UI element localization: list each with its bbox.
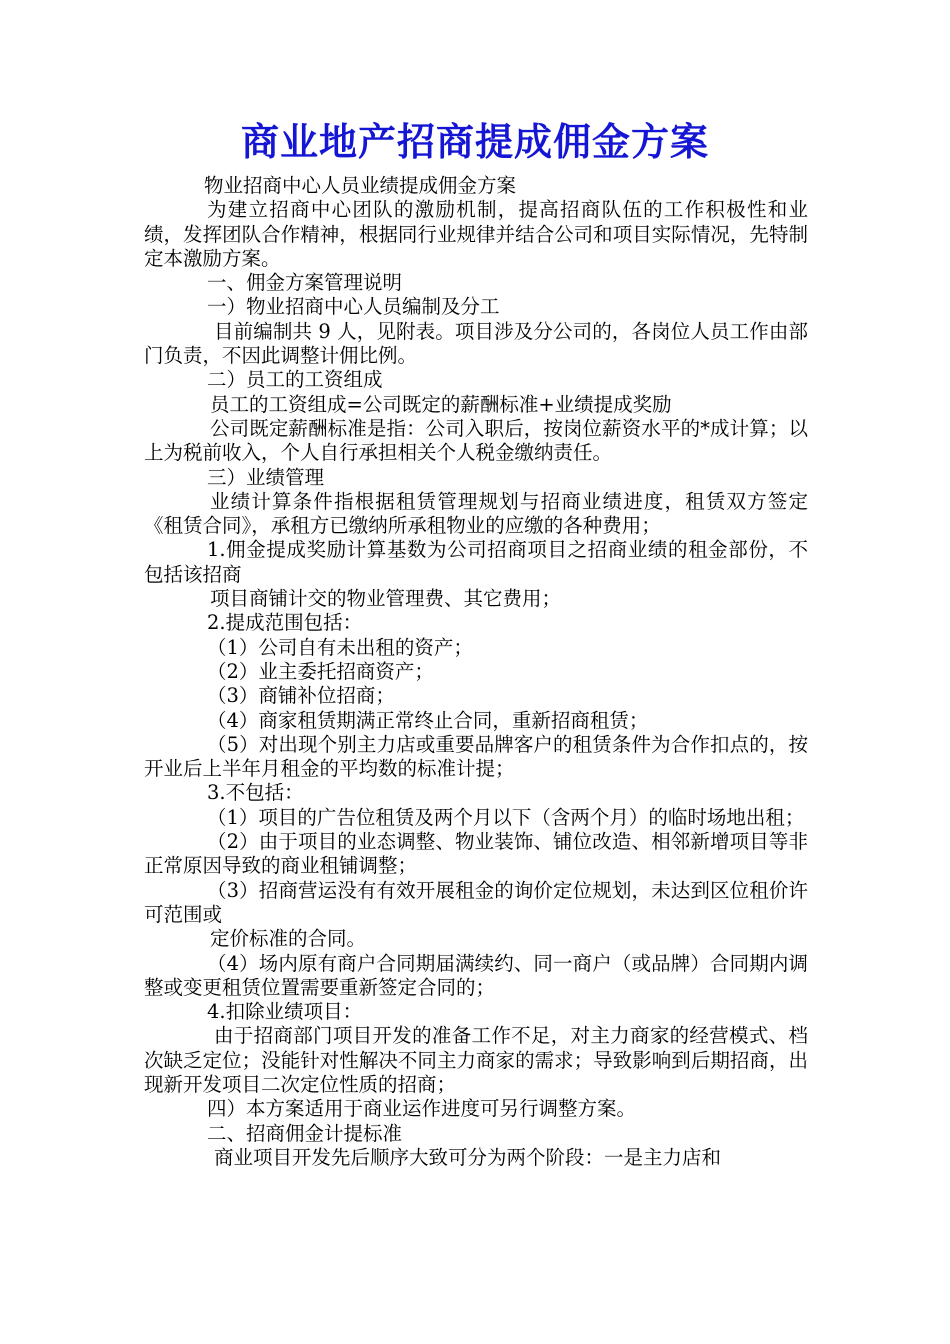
list-item: （4）商家租赁期满正常终止合同，重新招商租赁； bbox=[207, 708, 649, 732]
numbered-item: 4.扣除业绩项目： bbox=[207, 1000, 363, 1024]
body-paragraph: 业绩计算条件指根据租赁管理规划与招商业绩进度，租赁双方签定《租赁合同》，承租方已缴纳所承租物业的应缴的各种费用； bbox=[144, 489, 808, 538]
subsection-heading: 四）本方案适用于商业运作进度可另行调整方案。 bbox=[207, 1097, 637, 1121]
list-item: （1）公司自有未出租的资产； bbox=[207, 635, 473, 659]
document-title: 商业地产招商提成佣金方案 bbox=[240, 120, 709, 164]
subsection-heading: 二）员工的工资组成 bbox=[207, 368, 383, 392]
body-paragraph: 项目商铺计交的物业管理费、其它费用； bbox=[210, 587, 562, 611]
intro-paragraph: 为建立招商中心团队的激励机制，提高招商队伍的工作积极性和业绩，发挥团队合作精神，根据同行业规律并结合公司和项目实际情况，先特制定本激励方案。 bbox=[144, 198, 808, 270]
list-item: （3）招商营运没有有效开展租金的询价定位规划，未达到区位租价许可范围或 bbox=[144, 878, 808, 926]
numbered-item: 3.不包括： bbox=[207, 781, 304, 805]
body-paragraph: 目前编制共 9 人，见附表。项目涉及分公司的，各岗位人员工作由部门负责，不因此调整计佣比例。 bbox=[144, 319, 808, 368]
body-paragraph: 商业项目开发先后顺序大致可分为两个阶段：一是主力店和 bbox=[214, 1145, 722, 1169]
list-item: （3）商铺补位招商； bbox=[207, 684, 395, 708]
section-heading: 一、佣金方案管理说明 bbox=[207, 271, 403, 295]
numbered-item: 1.佣金提成奖励计算基数为公司招商项目之招商业绩的租金部份，不包括该招商 bbox=[144, 538, 808, 586]
subsection-heading: 三）业绩管理 bbox=[207, 465, 325, 489]
subsection-heading: 一）物业招商中心人员编制及分工 bbox=[207, 295, 500, 319]
list-item: （4）场内原有商户合同期届满续约、同一商户（或品牌）合同期内调整或变更租赁位置需要重新签定合同的； bbox=[144, 951, 808, 999]
body-paragraph: 定价标准的合同。 bbox=[210, 927, 367, 951]
numbered-item: 2.提成范围包括： bbox=[207, 611, 363, 635]
list-item: （5）对出现个别主力店或重要品牌客户的租赁条件为合作扣点的，按开业后上半年月租金的平均数的标准计提； bbox=[144, 732, 808, 781]
subtitle-paragraph: 物业招商中心人员业绩提成佣金方案 bbox=[204, 174, 517, 197]
body-paragraph: 由于招商部门项目开发的准备工作不足，对主力商家的经营模式、档次缺乏定位；没能针对性解决不同主力商家的需求；导致影响到后期招商，出现新开发项目二次定位性质的招商； bbox=[144, 1024, 808, 1096]
list-item: （2）由于项目的业态调整、物业装饰、铺位改造、相邻新增项目等非正常原因导致的商业租铺调整； bbox=[144, 830, 808, 878]
body-paragraph: 公司既定薪酬标准是指：公司入职后，按岗位薪资水平的*成计算；以上为税前收入，个人自行承担相关个人税金缴纳责任。 bbox=[144, 416, 808, 465]
document-body bbox=[144, 174, 808, 1170]
list-item: （2）业主委托招商资产； bbox=[207, 659, 434, 683]
list-item: （1）项目的广告位租赁及两个月以下（含两个月）的临时场地出租； bbox=[207, 805, 805, 829]
section-heading: 二、招商佣金计提标准 bbox=[207, 1121, 403, 1145]
body-paragraph: 员工的工资组成=公司既定的薪酬标准+业绩提成奖励 bbox=[210, 392, 672, 416]
